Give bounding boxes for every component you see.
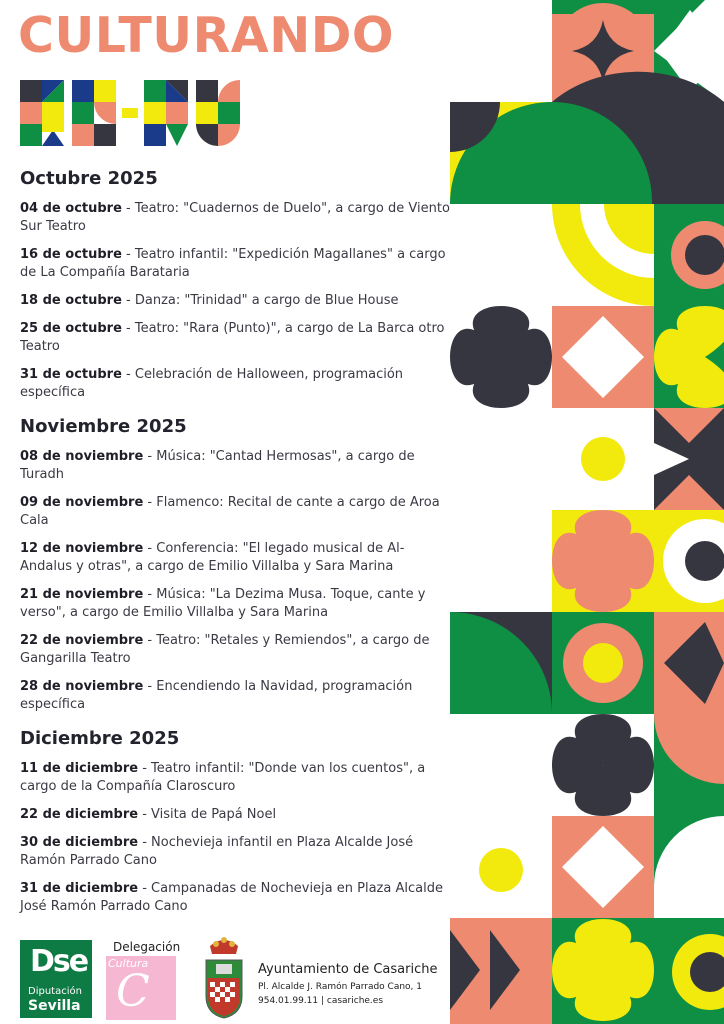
event-description: - Teatro: "Retales y Remiendos", a cargo de Gangarilla Teatro bbox=[20, 633, 430, 666]
event-date: 04 de octubre bbox=[20, 201, 122, 216]
casariche-coat-of-arms-icon bbox=[202, 934, 246, 1020]
event-item bbox=[20, 806, 450, 824]
month-heading: Noviembre 2025 bbox=[20, 416, 187, 437]
event-description: - Encendiendo la Navidad, programación específica bbox=[20, 679, 413, 712]
event-description: - Teatro infantil: "Expedición Magallanes" a cargo de La Compañía Barataria bbox=[20, 247, 446, 280]
cultura-word: Cultura bbox=[108, 957, 149, 970]
event-date: 22 de diciembre bbox=[20, 807, 139, 822]
season-digit-2a bbox=[20, 80, 64, 146]
event-item bbox=[20, 586, 450, 622]
delegacion-cultura-logo bbox=[106, 938, 181, 1020]
event-description: - Danza: "Trinidad" a cargo de Blue House bbox=[121, 293, 399, 308]
diputacion-sevilla-logo bbox=[20, 940, 92, 1018]
event-item bbox=[20, 880, 450, 916]
event-date: 12 de noviembre bbox=[20, 541, 144, 556]
month-heading: Diciembre 2025 bbox=[20, 728, 180, 749]
event-item bbox=[20, 632, 450, 668]
event-item bbox=[20, 760, 450, 796]
event-item bbox=[20, 678, 450, 714]
event-description: - Música: "La Dezima Musa. Toque, cante y verso", a cargo de Emilio Villalba y Sara Marina bbox=[20, 587, 426, 620]
ayuntamiento-address: Pl. Alcalde J. Ramón Parrado Cano, 1 bbox=[258, 982, 422, 992]
event-item bbox=[20, 292, 450, 310]
event-date: 09 de noviembre bbox=[20, 495, 144, 510]
event-description: - Visita de Papá Noel bbox=[138, 807, 277, 822]
event-description: - Flamenco: Recital de cante a cargo de Aroa Cala bbox=[20, 495, 440, 528]
event-date: 31 de octubre bbox=[20, 367, 122, 382]
season-digit-2b bbox=[144, 80, 188, 146]
event-item bbox=[20, 246, 450, 282]
event-description: - Conferencia: "El legado musical de Al-Andalus y otras", a cargo de Emilio Villalba y Sara Marina bbox=[20, 541, 405, 574]
event-description: - Teatro infantil: "Donde van los cuentos", a cargo de la Compañía Claroscuro bbox=[20, 761, 426, 794]
ayuntamiento-contact: 954.01.99.11 | casariche.es bbox=[258, 996, 384, 1006]
event-description: - Celebración de Halloween, programación específica bbox=[20, 367, 404, 400]
geometric-pattern bbox=[450, 0, 724, 1024]
month-section-november bbox=[20, 416, 450, 714]
page-title: CULTURANDO bbox=[18, 7, 395, 64]
event-date: 18 de octubre bbox=[20, 293, 122, 308]
ayuntamiento-info bbox=[258, 962, 437, 1008]
diputacion-mark: Dse bbox=[30, 944, 88, 979]
event-item bbox=[20, 366, 450, 402]
event-item bbox=[20, 540, 450, 576]
event-date: 21 de noviembre bbox=[20, 587, 144, 602]
event-schedule bbox=[20, 168, 450, 926]
season-digit-5 bbox=[72, 80, 116, 146]
month-section-october bbox=[20, 168, 450, 402]
event-item bbox=[20, 200, 450, 236]
event-item bbox=[20, 494, 450, 530]
cultura-badge bbox=[106, 956, 176, 1020]
event-date: 28 de noviembre bbox=[20, 679, 144, 694]
event-date: 08 de noviembre bbox=[20, 449, 144, 464]
event-item bbox=[20, 320, 450, 356]
diputacion-label: Diputación bbox=[28, 986, 82, 997]
event-description: - Teatro: "Cuadernos de Duelo", a cargo de Viento Sur Teatro bbox=[20, 201, 450, 234]
ayuntamiento-name: Ayuntamiento de Casariche bbox=[258, 962, 438, 977]
event-date: 11 de diciembre bbox=[20, 761, 139, 776]
event-description: - Música: "Cantad Hermosas", a cargo de Turadh bbox=[20, 449, 415, 482]
event-date: 22 de noviembre bbox=[20, 633, 144, 648]
month-section-december bbox=[20, 728, 450, 916]
event-item bbox=[20, 448, 450, 484]
footer-logos bbox=[20, 934, 450, 1020]
season-logo-25-26 bbox=[20, 80, 240, 147]
delegacion-label: Delegación bbox=[113, 940, 181, 954]
event-description: - Campanadas de Nochevieja en Plaza Alcalde José Ramón Parrado Cano bbox=[20, 881, 443, 914]
month-heading: Octubre 2025 bbox=[20, 168, 158, 189]
season-digit-6 bbox=[196, 80, 240, 146]
season-dash bbox=[122, 108, 138, 118]
cultura-letter: C bbox=[116, 966, 150, 1017]
sevilla-label: Sevilla bbox=[28, 998, 81, 1014]
event-date: 25 de octubre bbox=[20, 321, 122, 336]
event-date: 30 de diciembre bbox=[20, 835, 139, 850]
event-item bbox=[20, 834, 450, 870]
event-description: - Teatro: "Rara (Punto)", a cargo de La Barca otro Teatro bbox=[20, 321, 445, 354]
event-date: 16 de octubre bbox=[20, 247, 122, 262]
event-date: 31 de diciembre bbox=[20, 881, 139, 896]
event-description: - Nochevieja infantil en Plaza Alcalde José Ramón Parrado Cano bbox=[20, 835, 414, 868]
